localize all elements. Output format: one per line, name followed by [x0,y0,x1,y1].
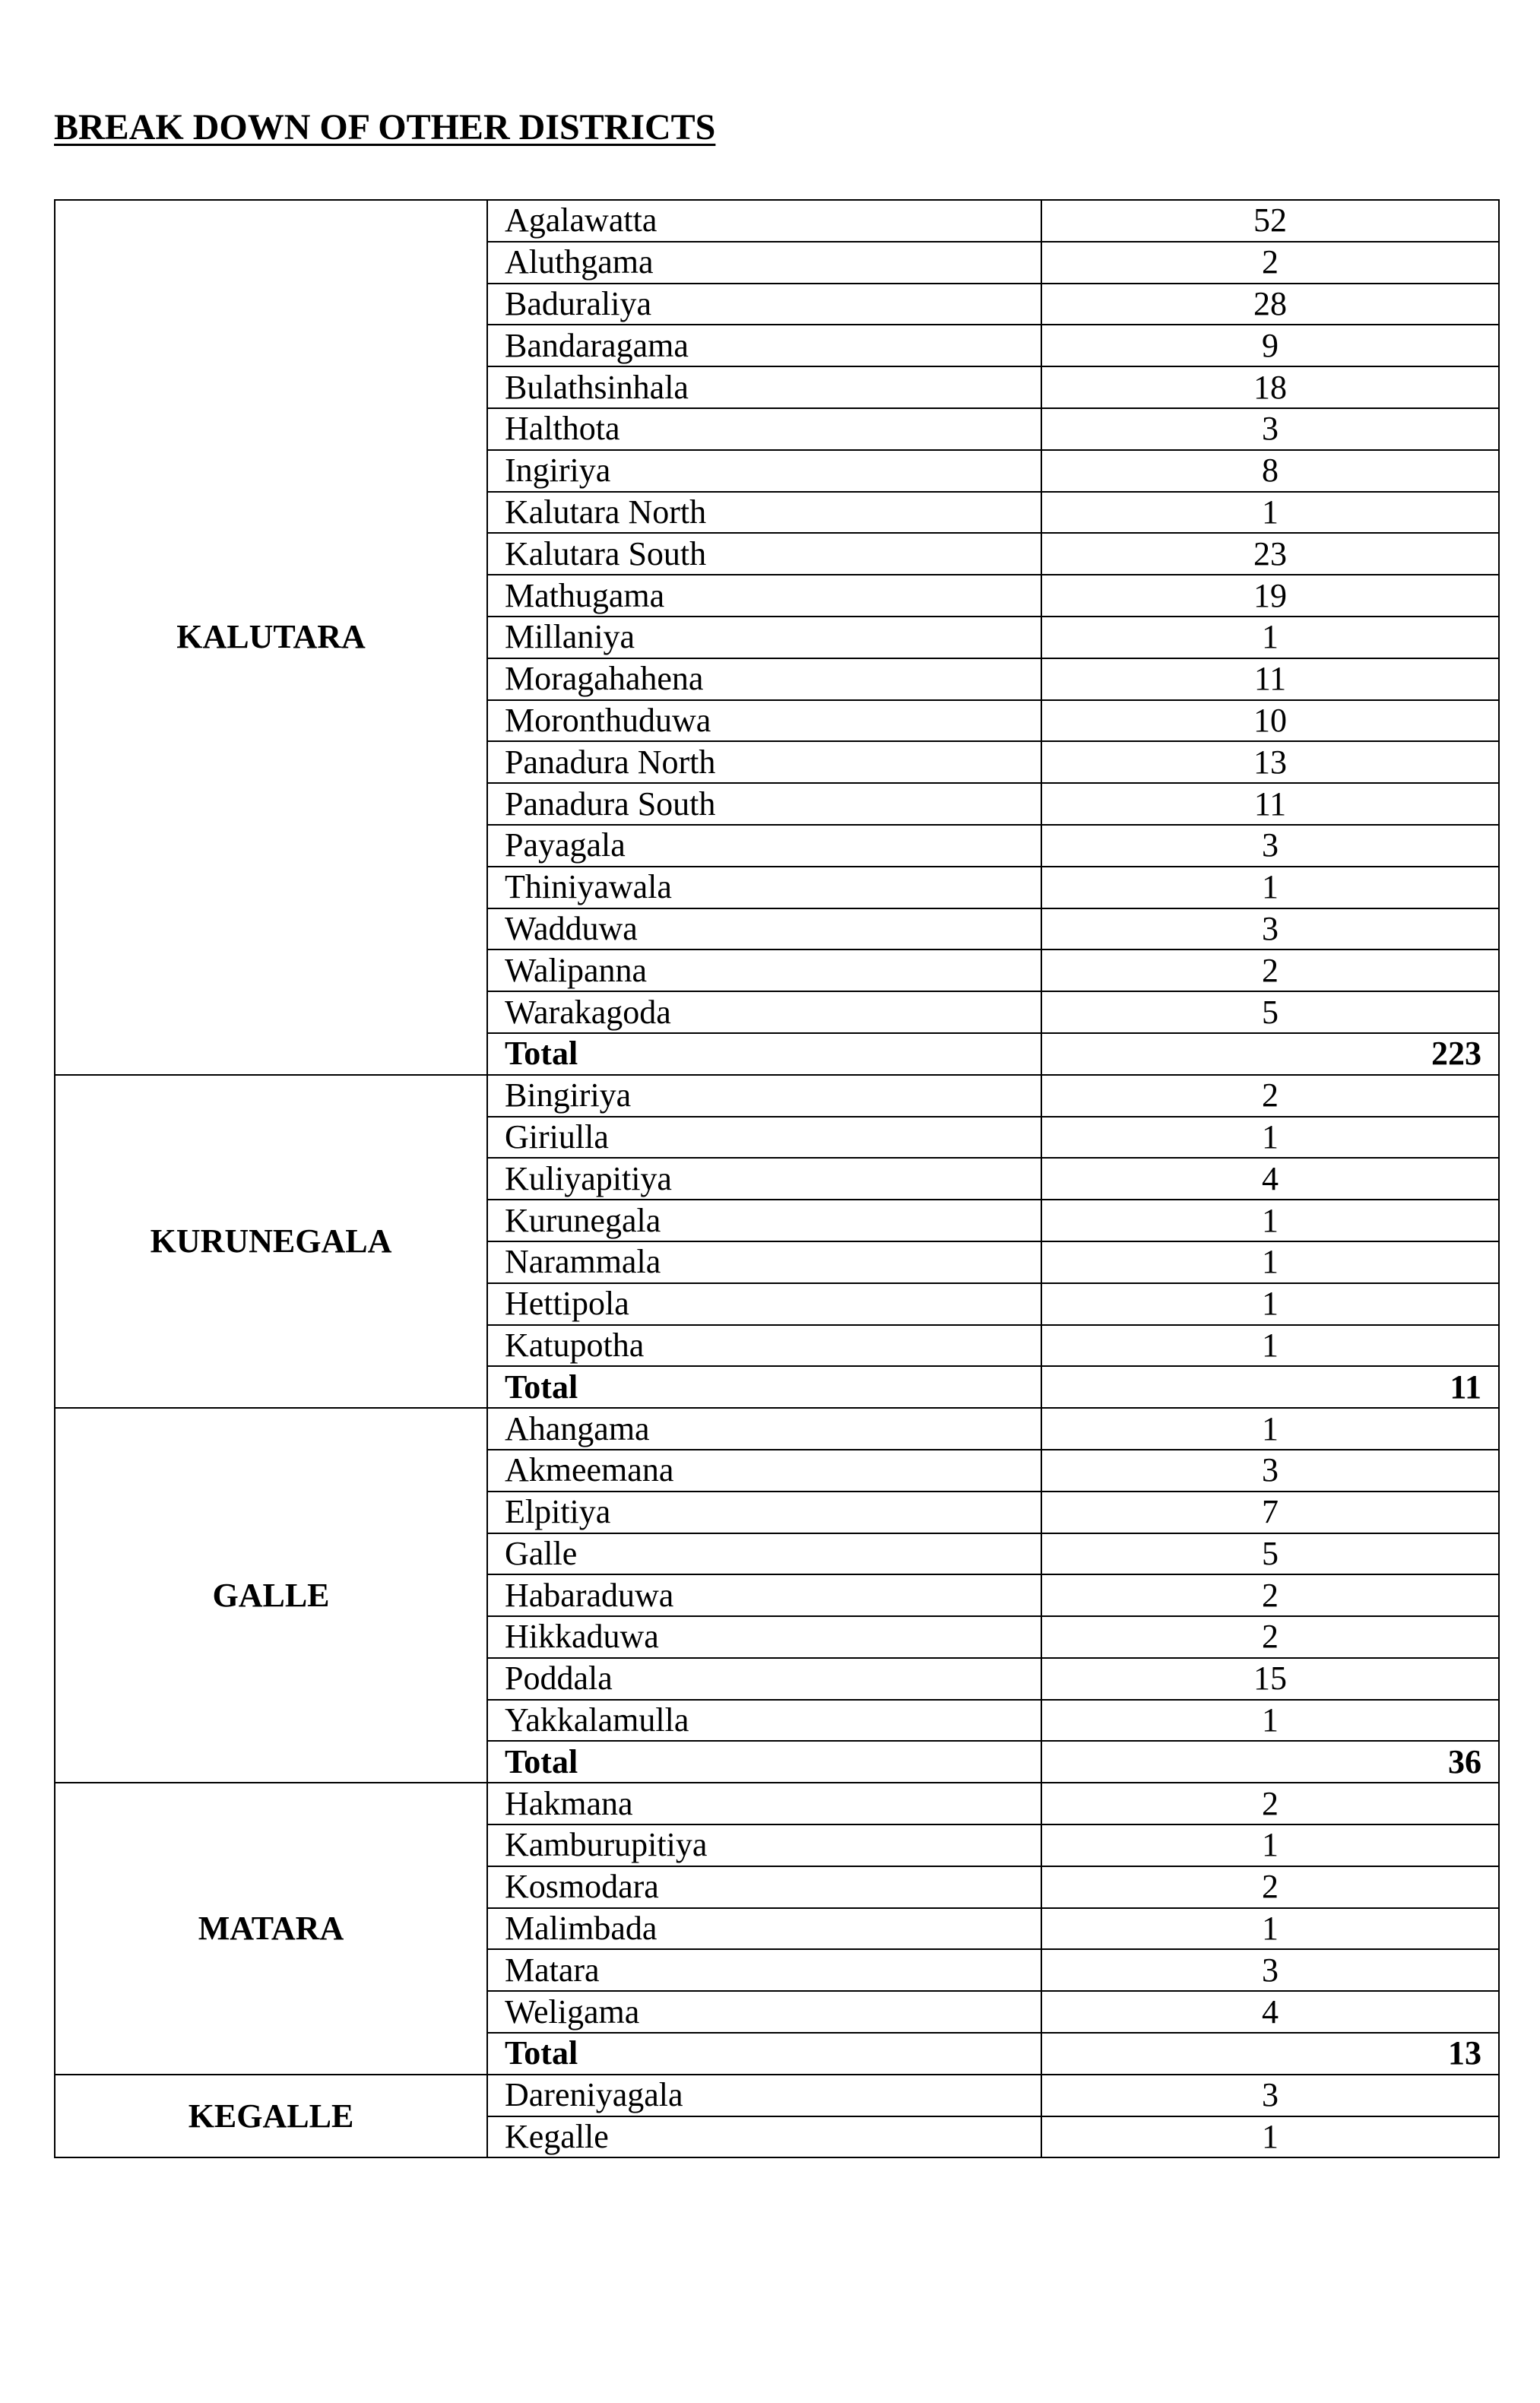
division-count: 4 [1041,1991,1499,2033]
division-name: Payagala [487,825,1041,867]
division-name: Hettipola [487,1283,1041,1325]
division-name: Panadura South [487,783,1041,825]
division-name: Millaniya [487,617,1041,658]
division-count: 1 [1041,1908,1499,1950]
page-title: BREAK DOWN OF OTHER DISTRICTS [54,107,716,147]
division-name: Matara [487,1949,1041,1991]
division-name: Poddala [487,1658,1041,1700]
division-name: Mathugama [487,575,1041,617]
total-label: Total [487,1033,1041,1075]
division-count: 2 [1041,1616,1499,1658]
division-count: 1 [1041,1283,1499,1325]
division-name: Katupotha [487,1325,1041,1367]
division-count: 2 [1041,949,1499,991]
division-count: 52 [1041,200,1499,242]
division-name: Kalutara South [487,533,1041,575]
total-label: Total [487,2033,1041,2075]
division-count: 28 [1041,284,1499,325]
district-name: KEGALLE [55,2075,487,2158]
total-label: Total [487,1741,1041,1783]
division-name: Galle [487,1533,1041,1575]
division-name: Ingiriya [487,450,1041,492]
division-name: Giriulla [487,1117,1041,1159]
division-count: 13 [1041,741,1499,783]
division-count: 3 [1041,1450,1499,1492]
division-count: 3 [1041,2075,1499,2116]
division-count: 19 [1041,575,1499,617]
division-count: 1 [1041,867,1499,908]
division-name: Hikkaduwa [487,1616,1041,1658]
district-name: KURUNEGALA [55,1075,487,1408]
division-name: Halthota [487,408,1041,450]
division-name: Elpitiya [487,1492,1041,1533]
division-count: 1 [1041,1700,1499,1742]
division-name: Kosmodara [487,1866,1041,1908]
division-count: 23 [1041,533,1499,575]
table-row [55,1783,1499,1824]
division-count: 3 [1041,1949,1499,1991]
division-name: Yakkalamulla [487,1700,1041,1742]
division-count: 4 [1041,1158,1499,1200]
division-count: 8 [1041,450,1499,492]
district-name: KALUTARA [55,200,487,1075]
table-row [55,1408,1499,1450]
division-name: Bandaragama [487,325,1041,366]
division-name: Ahangama [487,1408,1041,1450]
division-name: Kalutara North [487,492,1041,534]
division-count: 11 [1041,658,1499,700]
division-name: Hakmana [487,1783,1041,1824]
division-count: 7 [1041,1492,1499,1533]
division-count: 1 [1041,1241,1499,1283]
division-name: Warakagoda [487,991,1041,1033]
division-name: Kuliyapitiya [487,1158,1041,1200]
division-count: 1 [1041,1200,1499,1241]
division-name: Aluthgama [487,242,1041,284]
division-count: 2 [1041,1574,1499,1616]
division-count: 18 [1041,366,1499,408]
table-row [55,1075,1499,1117]
division-name: Moragahahena [487,658,1041,700]
division-count: 15 [1041,1658,1499,1700]
division-name: Kurunegala [487,1200,1041,1241]
district-name: MATARA [55,1783,487,2075]
division-name: Walipanna [487,949,1041,991]
division-name: Wadduwa [487,908,1041,950]
division-count: 5 [1041,1533,1499,1575]
division-name: Narammala [487,1241,1041,1283]
division-count: 3 [1041,825,1499,867]
division-name: Agalawatta [487,200,1041,242]
division-name: Bingiriya [487,1075,1041,1117]
division-name: Kamburupitiya [487,1824,1041,1866]
division-count: 2 [1041,1075,1499,1117]
division-name: Moronthuduwa [487,700,1041,742]
division-count: 3 [1041,408,1499,450]
division-count: 9 [1041,325,1499,366]
division-count: 2 [1041,1783,1499,1824]
table-row [55,200,1499,242]
division-count: 1 [1041,2116,1499,2158]
division-name: Bulathsinhala [487,366,1041,408]
total-value: 36 [1041,1741,1499,1783]
division-count: 3 [1041,908,1499,950]
division-count: 1 [1041,1325,1499,1367]
division-count: 1 [1041,617,1499,658]
total-value: 13 [1041,2033,1499,2075]
division-name: Kegalle [487,2116,1041,2158]
total-value: 223 [1041,1033,1499,1075]
division-name: Panadura North [487,741,1041,783]
division-count: 2 [1041,1866,1499,1908]
division-count: 1 [1041,1408,1499,1450]
district-name: GALLE [55,1408,487,1783]
total-value: 11 [1041,1366,1499,1408]
division-name: Habaraduwa [487,1574,1041,1616]
division-count: 2 [1041,242,1499,284]
division-count: 1 [1041,492,1499,534]
division-name: Baduraliya [487,284,1041,325]
division-count: 10 [1041,700,1499,742]
division-name: Thiniyawala [487,867,1041,908]
division-count: 11 [1041,783,1499,825]
division-name: Weligama [487,1991,1041,2033]
division-name: Akmeemana [487,1450,1041,1492]
division-count: 1 [1041,1824,1499,1866]
total-label: Total [487,1366,1041,1408]
division-name: Malimbada [487,1908,1041,1950]
division-count: 5 [1041,991,1499,1033]
division-count: 1 [1041,1117,1499,1159]
district-breakdown-table [54,199,1500,2158]
division-name: Dareniyagala [487,2075,1041,2116]
table-row [55,2075,1499,2116]
